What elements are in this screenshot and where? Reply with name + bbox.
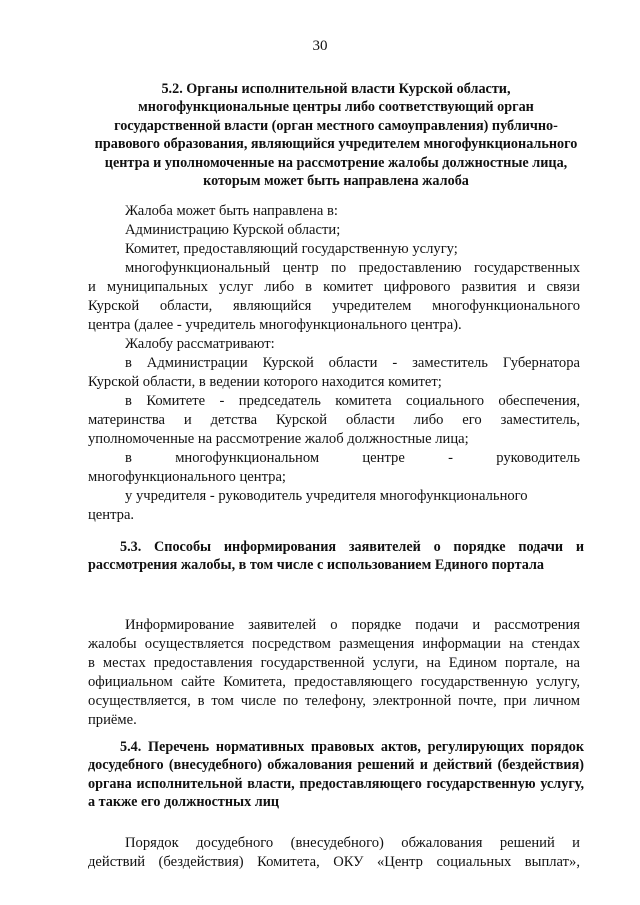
section-5-2-line-2: Администрацию Курской области; bbox=[125, 222, 341, 238]
section-5-2-line-11: в Комитете - председатель комитета социального обеспечения, bbox=[125, 393, 580, 409]
section-5-4-heading: 5.4. Перечень нормативных правовых актов, регулирующих порядок досудебного (внесудебного) обжалования решений и действий (бездействия) органа исполнительной власти, предоставляющего государственную услугу, а также его должностных лиц bbox=[88, 739, 584, 811]
section-5-2-line-7: центра (далее - учредитель многофункционального центра). bbox=[88, 317, 462, 333]
section-5-3-line-3: в местах предоставления государственной услуги, на Едином портале, на bbox=[88, 655, 580, 671]
section-5-3-line-5: осуществляется, в том числе по телефону, электронной почте, при личном bbox=[88, 693, 580, 709]
section-5-2-line-16: у учредителя - руководитель учредителя многофункционального bbox=[125, 488, 528, 504]
section-5-4-line-2: действий (бездействия) Комитета, ОКУ «Центр социальных выплат», bbox=[88, 854, 580, 870]
section-5-2-line-8: Жалобу рассматривают: bbox=[125, 336, 275, 352]
section-5-2-line-12: материнства и детства Курской области либо его заместитель, bbox=[88, 412, 580, 428]
section-5-2-line-17: центра. bbox=[88, 507, 135, 523]
section-5-4-line-1: Порядок досудебного (внесудебного) обжалования решений и bbox=[125, 835, 580, 851]
section-5-2-line-15: многофункционального центра; bbox=[88, 469, 286, 485]
section-5-3-line-1: Информирование заявителей о порядке подачи и рассмотрения bbox=[125, 617, 580, 633]
section-5-2-heading: 5.2. Органы исполнительной власти Курской области, многофункциональные центры либо соответствующий орган государственной власти (орган местного самоуправления) публично-правового образования, являющийся учредителем многофункционального центра и уполномоченные на рассмотрение жалобы должностные лица, которым может быть направлена жалоба bbox=[94, 81, 578, 190]
page-number: 30 bbox=[312, 38, 328, 54]
section-5-3-heading: 5.3. Способы информирования заявителей о порядке подачи и рассмотрения жалобы, в том числе с использованием Единого портала bbox=[88, 539, 584, 574]
section-5-3-line-4: официальном сайте Комитета, предоставляющего государственную услугу, bbox=[88, 674, 580, 690]
section-5-2-line-10: Курской области, в ведении которого находится комитет; bbox=[88, 374, 442, 390]
section-5-2-line-5: и муниципальных услуг либо в комитет цифрового развития и связи bbox=[88, 279, 580, 295]
section-5-3-line-2: жалобы осуществляется посредством размещения информации на стендах bbox=[88, 636, 580, 652]
section-5-2-line-9: в Администрации Курской области - заместитель Губернатора bbox=[125, 355, 580, 371]
section-5-3-line-6: приёме. bbox=[88, 712, 137, 728]
section-5-2-line-4: многофункциональный центр по предоставлению государственных bbox=[125, 260, 580, 276]
section-5-2-line-14: в многофункциональном центре - руководитель bbox=[125, 450, 580, 466]
section-5-2-line-6: Курской области, являющийся учредителем многофункционального bbox=[88, 298, 580, 314]
section-5-2-line-3: Комитет, предоставляющий государственную услугу; bbox=[125, 241, 458, 257]
section-5-2-line-1: Жалоба может быть направлена в: bbox=[125, 203, 338, 219]
section-5-2-line-13: уполномоченные на рассмотрение жалоб должностные лица; bbox=[88, 431, 469, 447]
